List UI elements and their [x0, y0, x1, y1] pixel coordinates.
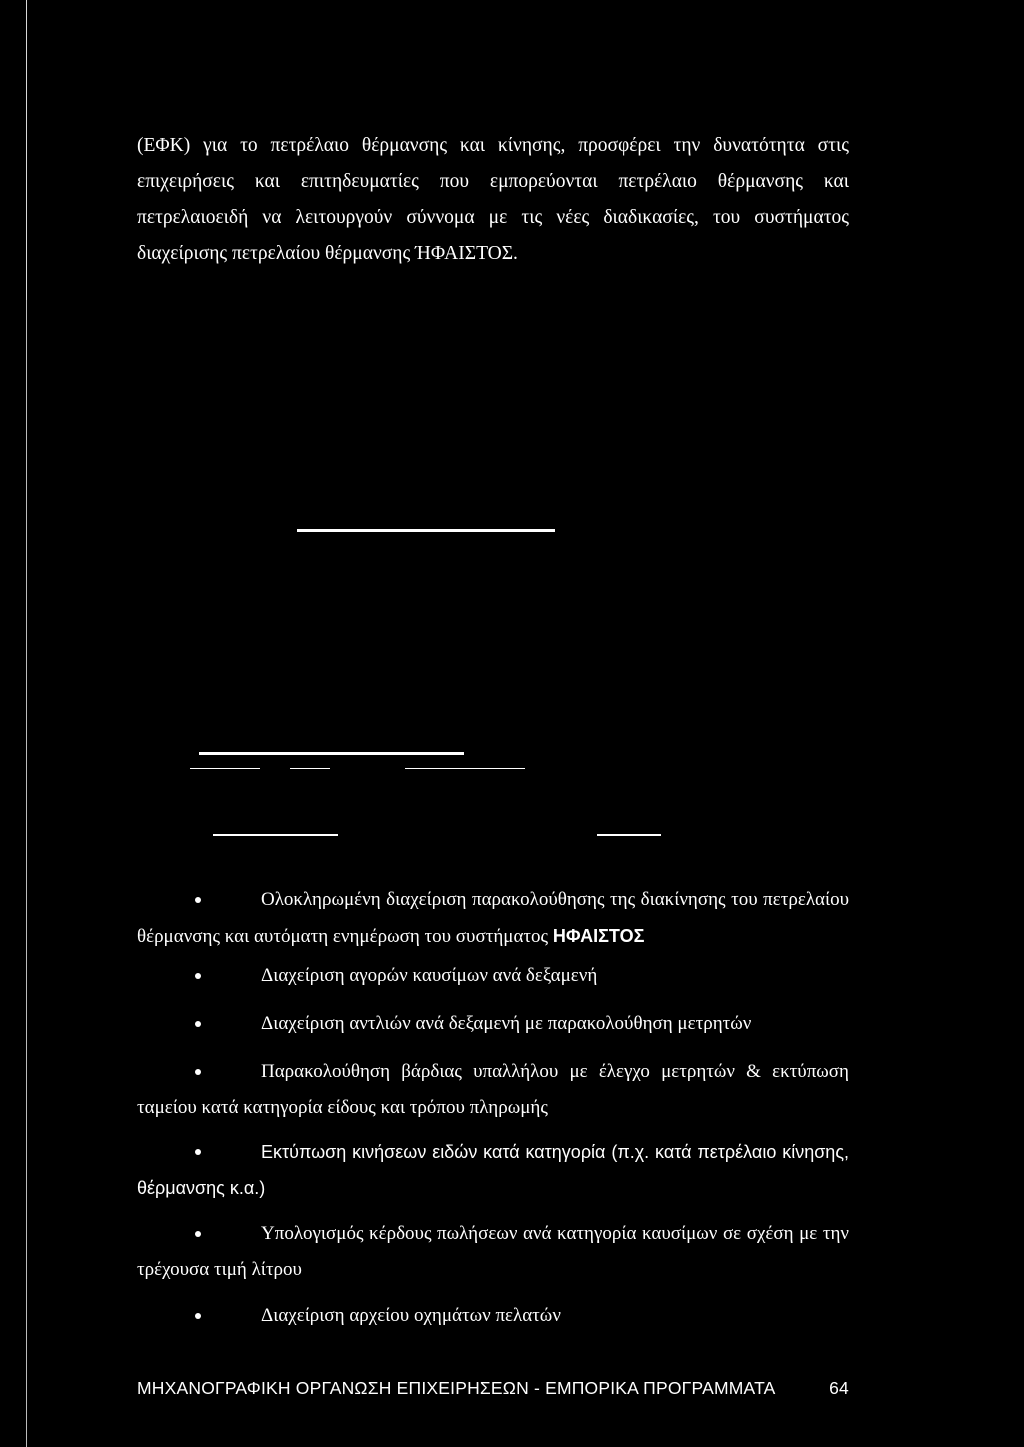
bullet-icon [195, 1313, 201, 1319]
feature-emphasis: ΗΦΑΙΣΤΟΣ [552, 926, 645, 946]
feature-item [137, 1134, 849, 1206]
divider-rule [190, 768, 260, 769]
bullet-icon [195, 1149, 201, 1155]
bullet-icon [195, 1231, 201, 1237]
bullet-icon [195, 1069, 201, 1075]
divider-rule [297, 529, 555, 532]
page-number: 64 [829, 1378, 849, 1398]
feature-text: Διαχείριση αγορών καυσίμων ανά δεξαμενή [261, 965, 598, 986]
divider-rule [405, 768, 525, 769]
feature-item [137, 1054, 849, 1126]
divider-rule [213, 834, 338, 836]
feature-text: Ολοκληρωμένη διαχείριση παρακολούθησης της διακίνησης του πετρελαίου θέρμανσης και αυτόματη ενημέρωση του συστήματος [137, 889, 849, 947]
feature-item [137, 882, 849, 955]
feature-text: Εκτύπωση κινήσεων ειδών κατά κατηγορία (π.χ. κατά πετρέλαιο κίνησης, θέρμανσης κ.α.) [137, 1142, 849, 1198]
scan-margin-line-top [26, 0, 27, 300]
scan-margin-line-bottom [26, 300, 27, 1447]
feature-item [137, 958, 849, 994]
bullet-icon [195, 897, 201, 903]
intro-paragraph: (ΕΦΚ) για το πετρέλαιο θέρμανσης και κίνησης, προσφέρει την δυνατότητα στις επιχειρήσεις και επιτηδευματίες που εμπορεύονται πετρέλαιο θέρμανσης και πετρελαιοειδή να λειτουργούν σύννομα με τις νέες διαδικασίες, του συστήματος διαχείρισης πετρελαίου θέρμανσης ΉΦΑΙΣΤΟΣ. [137, 135, 849, 264]
feature-text: Διαχείριση αρχείου οχημάτων πελατών [261, 1305, 561, 1326]
feature-item [137, 1298, 849, 1334]
feature-item [137, 1216, 849, 1288]
feature-text: Παρακολούθηση βάρδιας υπαλλήλου με έλεγχο μετρητών & εκτύπωση ταμείου κατά κατηγορία είδους και τρόπου πληρωμής [137, 1061, 849, 1118]
divider-rule [597, 834, 661, 836]
divider-rule [199, 752, 464, 755]
bullet-icon [195, 1021, 201, 1027]
divider-rule [290, 768, 330, 769]
feature-text: Υπολογισμός κέρδους πωλήσεων ανά κατηγορία καυσίμων σε σχέση με την τρέχουσα τιμή λίτρου [137, 1223, 849, 1280]
feature-item [137, 1006, 849, 1042]
footer-title: ΜΗΧΑΝΟΓΡΑΦΙΚΗ ΟΡΓΑΝΩΣΗ ΕΠΙΧΕΙΡΗΣΕΩΝ - ΕΜΠΟΡΙΚΑ ΠΡΟΓΡΑΜΜΑΤΑ [137, 1378, 776, 1398]
page-footer [137, 1378, 849, 1399]
feature-text: Διαχείριση αντλιών ανά δεξαμενή με παρακολούθηση μετρητών [261, 1013, 752, 1034]
bullet-icon [195, 973, 201, 979]
